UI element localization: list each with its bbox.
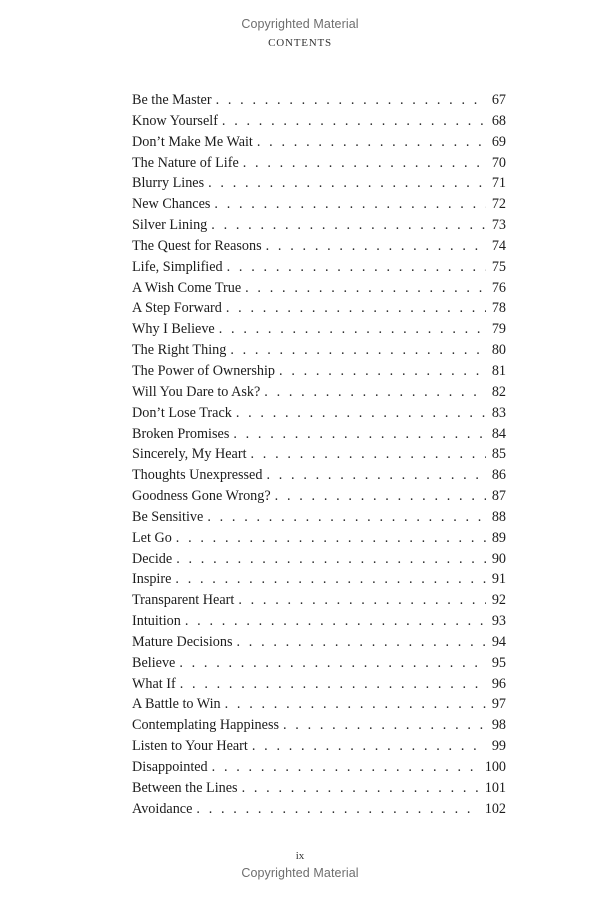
toc-entry-page: 94 (491, 633, 506, 650)
toc-entry (132, 549, 506, 570)
dot-leader (207, 507, 485, 528)
toc-entry-title: Don’t Lose Track (132, 404, 232, 421)
toc-entry (132, 736, 506, 757)
page-number: ix (295, 850, 305, 862)
toc-entry (132, 111, 506, 132)
toc-entry-title: The Right Thing (132, 342, 227, 359)
toc-entry-title: Decide (132, 550, 173, 567)
dot-leader (180, 674, 486, 695)
toc-entry-page: 84 (491, 425, 506, 442)
running-head: CONTENTS (268, 37, 332, 49)
toc-entry (132, 319, 506, 340)
toc-entry-page: 90 (491, 550, 506, 567)
toc-entry (132, 674, 506, 695)
toc-entry-title: Inspire (132, 571, 172, 588)
dot-leader (266, 465, 485, 486)
toc-entry-title: Thoughts Unexpressed (132, 467, 263, 484)
toc-entry (132, 424, 506, 445)
toc-entry-title: Silver Lining (132, 217, 208, 234)
dot-leader (175, 569, 485, 590)
dot-leader (185, 611, 486, 632)
toc-entry-page: 101 (484, 779, 506, 796)
toc-entry (132, 611, 506, 632)
toc-entry-page: 78 (491, 300, 506, 317)
toc-entry-page: 100 (484, 759, 506, 775)
toc-entry-page: 99 (491, 738, 506, 755)
toc-entry-title: Don’t Make Me Wait (132, 133, 253, 150)
toc-entry-page: 88 (491, 508, 506, 525)
toc-entry-page: 93 (491, 613, 506, 630)
toc-entry-page: 79 (491, 321, 506, 338)
toc-entry (132, 132, 506, 153)
toc-entry-title: Life, Simplified (132, 258, 223, 275)
dot-leader (211, 215, 486, 236)
toc-entry (132, 528, 506, 549)
dot-leader (275, 486, 486, 507)
toc-entry (132, 298, 506, 319)
toc-entry-page: 70 (491, 154, 506, 171)
toc-entry-title: Avoidance (132, 800, 193, 817)
dot-leader (214, 194, 485, 215)
toc-entry (132, 278, 506, 299)
toc-entry (132, 257, 506, 278)
dot-leader (252, 736, 486, 757)
dot-leader (176, 528, 486, 549)
toc-entry (132, 194, 506, 215)
toc-entry-page: 72 (491, 196, 506, 213)
dot-leader (225, 694, 486, 715)
toc-entry-title: Listen to Your Heart (132, 738, 248, 755)
toc-entry-page: 68 (491, 112, 506, 129)
toc-entry-page: 92 (491, 592, 506, 609)
toc-entry (132, 153, 506, 174)
toc-entry-title: What If (132, 675, 176, 692)
toc-entry-page: 75 (491, 258, 506, 275)
dot-leader (216, 90, 486, 111)
toc-entry (132, 757, 506, 778)
dot-leader (238, 590, 486, 611)
toc-entry (132, 694, 506, 715)
dot-leader (227, 257, 486, 278)
toc-entry (132, 715, 506, 736)
toc-entry-title: Goodness Gone Wrong? (132, 488, 271, 505)
dot-leader (219, 319, 486, 340)
watermark-top: Copyrighted Material (241, 17, 359, 31)
toc-entry-title: Broken Promises (132, 425, 230, 442)
toc-entry-page: 97 (491, 696, 506, 713)
toc-entry (132, 90, 506, 111)
toc-entry-page: 73 (491, 217, 506, 234)
toc-entry (132, 632, 506, 653)
toc-entry-page: 87 (491, 488, 506, 505)
dot-leader (264, 382, 486, 403)
toc-entry (132, 569, 506, 590)
toc-entry (132, 507, 506, 528)
toc-entry-page: 102 (484, 800, 506, 817)
dot-leader (179, 653, 485, 674)
dot-leader (208, 173, 486, 194)
toc-entry-page: 67 (491, 92, 506, 108)
toc-entry (132, 173, 506, 194)
toc-entry (132, 486, 506, 507)
toc-entry-title: The Nature of Life (132, 154, 239, 171)
toc-entry-page: 69 (491, 133, 506, 150)
dot-leader (226, 298, 486, 319)
toc-entry-title: New Chances (132, 196, 211, 213)
toc-entry-title: Believe (132, 654, 176, 671)
dot-leader (196, 799, 478, 820)
toc-entry (132, 444, 506, 465)
toc-entry-page: 96 (491, 675, 506, 692)
toc-entry-title: Contemplating Happiness (132, 717, 279, 734)
toc-entry-title: Be the Master (132, 92, 212, 108)
dot-leader (236, 632, 485, 653)
toc-entry-title: Blurry Lines (132, 175, 205, 192)
toc-entry-page: 71 (491, 175, 506, 192)
watermark-bottom: Copyrighted Material (241, 866, 359, 880)
dot-leader (242, 778, 479, 799)
toc-entry-title: Transparent Heart (132, 592, 235, 609)
dot-leader (257, 132, 486, 153)
dot-leader (236, 403, 486, 424)
toc-entry (132, 778, 506, 799)
toc-entry-page: 85 (491, 446, 506, 463)
toc-entry-title: A Battle to Win (132, 696, 221, 713)
toc-entry-title: Know Yourself (132, 112, 218, 129)
toc-entry (132, 382, 506, 403)
dot-leader (212, 757, 479, 778)
toc-entry-title: Sincerely, My Heart (132, 446, 247, 463)
toc-entry-title: Be Sensitive (132, 508, 204, 525)
dot-leader (233, 424, 485, 445)
dot-leader (243, 153, 486, 174)
dot-leader (230, 340, 485, 361)
dot-leader (279, 361, 486, 382)
toc-entry (132, 236, 506, 257)
toc-entry (132, 403, 506, 424)
toc-entry (132, 340, 506, 361)
toc-entry-page: 91 (491, 571, 506, 588)
toc-entry-page: 89 (491, 529, 506, 546)
toc-entry-title: Between the Lines (132, 779, 238, 796)
toc-entry-page: 76 (491, 279, 506, 296)
toc-entry (132, 590, 506, 611)
toc-entry-title: Will You Dare to Ask? (132, 383, 261, 400)
toc-entry-title: Let Go (132, 529, 172, 546)
toc-entry-title: A Wish Come True (132, 279, 242, 296)
toc-entry-title: Disappointed (132, 759, 208, 775)
toc-entry-page: 82 (491, 383, 506, 400)
toc-entry-page: 95 (491, 654, 506, 671)
toc-entry-page: 80 (491, 342, 506, 359)
toc-entry-page: 86 (491, 467, 506, 484)
toc-entry (132, 465, 506, 486)
dot-leader (283, 715, 486, 736)
toc-entry (132, 653, 506, 674)
toc-entry (132, 215, 506, 236)
toc-entry-page: 98 (491, 717, 506, 734)
toc-entry-title: Mature Decisions (132, 633, 233, 650)
toc-entry-title: Why I Believe (132, 321, 215, 338)
toc-entry-page: 83 (491, 404, 506, 421)
toc-entry (132, 799, 506, 820)
dot-leader (245, 278, 486, 299)
dot-leader (251, 444, 486, 465)
table-of-contents (132, 90, 506, 820)
toc-entry-title: The Power of Ownership (132, 362, 276, 379)
dot-leader (176, 549, 486, 570)
dot-leader (266, 236, 486, 257)
toc-entry-title: A Step Forward (132, 300, 222, 317)
toc-entry-page: 74 (491, 237, 506, 254)
toc-entry-title: The Quest for Reasons (132, 237, 262, 254)
toc-entry (132, 361, 506, 382)
toc-entry-title: Intuition (132, 613, 181, 630)
dot-leader (222, 111, 486, 132)
toc-entry-page: 81 (491, 362, 506, 379)
